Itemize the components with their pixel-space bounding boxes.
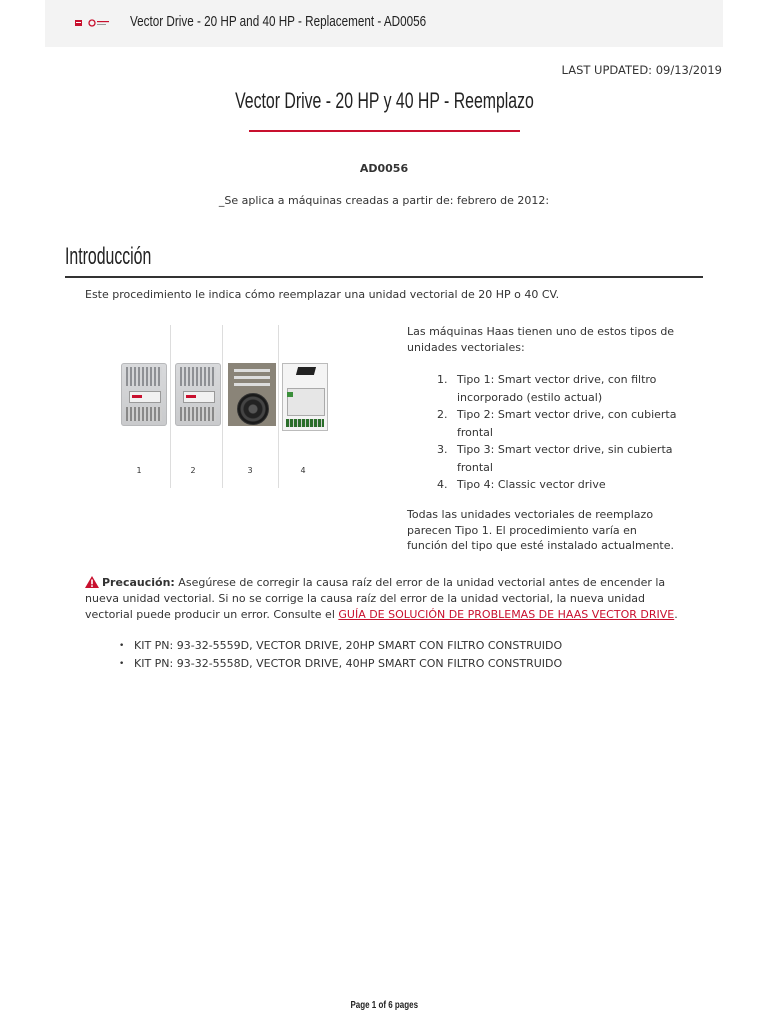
list-item: 3. Tipo 3: Smart vector drive, sin cubierta frontal bbox=[437, 443, 673, 474]
section-heading: Introducción bbox=[65, 243, 152, 270]
haas-logo-icon bbox=[73, 17, 113, 29]
figure-label-4: 4 bbox=[300, 466, 306, 475]
figure-label-1: 1 bbox=[136, 466, 142, 475]
list-item: • KIT PN: 93-32-5558D, VECTOR DRIVE, 40HP SMART CON FILTRO CONSTRUIDO bbox=[119, 655, 562, 673]
list-item: • KIT PN: 93-32-5559D, VECTOR DRIVE, 20HP SMART CON FILTRO CONSTRUIDO bbox=[119, 637, 562, 655]
list-item: 1. Tipo 1: Smart vector drive, con filtro incorporado (estilo actual) bbox=[437, 373, 657, 404]
document-code: AD0056 bbox=[359, 162, 409, 175]
figure-divider bbox=[222, 325, 223, 488]
caution-label: Precaución: bbox=[102, 576, 175, 589]
warning-icon bbox=[85, 576, 99, 588]
section-divider bbox=[65, 276, 703, 278]
drive-type-1-image bbox=[121, 363, 167, 426]
list-item: 2. Tipo 2: Smart vector drive, con cubierta frontal bbox=[437, 408, 677, 439]
caution-text: Asegúrese de corregir la causa raíz del error de la unidad vectorial antes de encender la nueva unidad vectorial. Si no se corrige la causa raíz del error de la unidad vectorial, la nueva unidad vectorial puede producir un error. Consulte el bbox=[85, 576, 666, 621]
drive-types-list bbox=[437, 371, 677, 494]
last-updated: LAST UPDATED: 09/13/2019 bbox=[561, 63, 722, 77]
caution-end: . bbox=[674, 608, 678, 621]
applies-to-text: _Se aplica a máquinas creadas a partir de: febrero de 2012: bbox=[218, 194, 550, 207]
kit-list bbox=[119, 637, 562, 673]
document-title-wrap bbox=[0, 88, 768, 114]
section-heading-wrap bbox=[65, 243, 196, 271]
figure-label-3: 3 bbox=[247, 466, 253, 475]
drive-type-4-image bbox=[282, 363, 328, 431]
troubleshooting-guide-link[interactable]: GUÍA DE SOLUCIÓN DE PROBLEMAS DE HAAS VECTOR DRIVE bbox=[338, 608, 675, 621]
types-summary: Todas las unidades vectoriales de reemplazo parecen Tipo 1. El procedimiento varía en función del tipo que esté instalado actualmente. bbox=[407, 508, 675, 552]
drive-type-2-image bbox=[175, 363, 221, 426]
figure-label-2: 2 bbox=[190, 466, 196, 475]
title-underline bbox=[249, 130, 520, 132]
header-title: Vector Drive - 20 HP and 40 HP - Replacement - AD0056 bbox=[130, 13, 427, 30]
page-header bbox=[45, 0, 723, 47]
page-footer bbox=[0, 993, 768, 1012]
list-item: 4. Tipo 4: Classic vector drive bbox=[437, 478, 606, 491]
caution-note bbox=[85, 575, 679, 623]
vector-drive-types-figure bbox=[115, 325, 330, 488]
document-title: Vector Drive - 20 HP y 40 HP - Reemplazo bbox=[234, 88, 534, 113]
types-intro: Las máquinas Haas tienen uno de estos tipos de unidades vectoriales: bbox=[407, 325, 675, 354]
drive-type-3-image bbox=[228, 363, 276, 426]
page-counter: Page 1 of 6 pages bbox=[350, 1000, 418, 1011]
figure-divider bbox=[278, 325, 279, 488]
figure-divider bbox=[170, 325, 171, 488]
intro-paragraph: Este procedimiento le indica cómo reemplazar una unidad vectorial de 20 HP o 40 CV. bbox=[85, 288, 560, 301]
